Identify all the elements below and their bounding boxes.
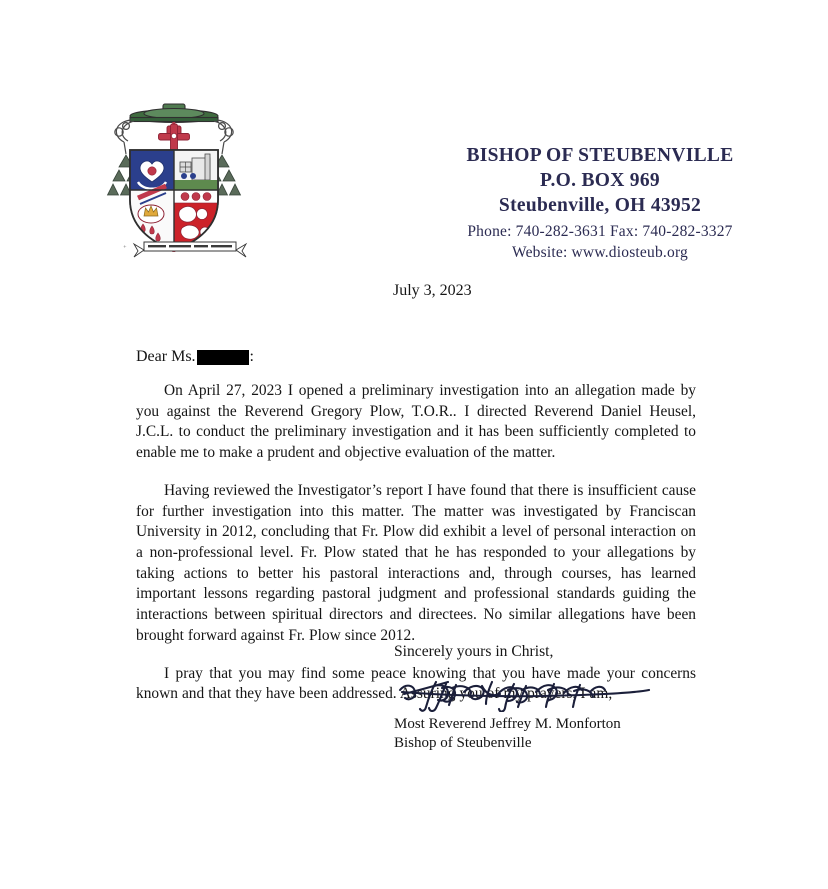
- salutation-suffix: :: [249, 348, 254, 365]
- signature-block: [394, 672, 694, 753]
- handwritten-signature-icon: [394, 672, 662, 712]
- letterhead-po-box: P.O. BOX 969: [540, 169, 660, 191]
- letterhead-city-state-zip: Steubenville, OH 43952: [498, 194, 702, 216]
- svg-text:⁺: ⁺: [123, 244, 127, 252]
- letter-date: July 3, 2023: [393, 282, 472, 299]
- signer-name: Most Reverend Jeffrey M. Monforton: [394, 716, 621, 732]
- letterhead: [0, 0, 828, 270]
- signer-title: Bishop of Steubenville: [394, 735, 532, 752]
- redacted-name-bar: [197, 350, 249, 365]
- letterhead-address-block: [400, 144, 800, 264]
- salutation: [136, 348, 254, 366]
- salutation-prefix: Dear Ms.: [136, 348, 196, 365]
- letterhead-phone-fax: Phone: 740-282-3631 Fax: 740-282-3327: [467, 222, 733, 240]
- closing-line: Sincerely yours in Christ,: [394, 643, 554, 660]
- paragraph-1: On April 27, 2023 I opened a preliminary investigation into an allegation made by you against the Reverend Gregory Plow, T.O.R.. I directed Reverend Daniel Heusel, J.C.L. to conduct the preliminary investigation and it has been sufficiently completed to enable me to make a prudent and objective evaluation of the matter.: [136, 382, 696, 462]
- letterhead-website: Website: www.diosteub.org: [512, 243, 688, 261]
- coat-of-arms-icon: [106, 92, 274, 264]
- letter-body: [136, 381, 696, 722]
- letterhead-title: BISHOP OF STEUBENVILLE: [466, 145, 734, 166]
- paragraph-2: Having reviewed the Investigator’s report I have found that there is insufficient cause for further investigation into this matter. The matter was investigated by Franciscan University in 2012, concluding that Fr. Plow did exhibit a level of personal interaction on a non-professional level. Fr. Plow stated that he has responded to your allegations by taking actions to better his pastoral interactions and, through courses, has learned important lessons regarding pastoral judgment and professional standards guiding the interactions between spiritual directors and directees. No similar allegations have been brought forward against Fr. Plow since 2012.: [136, 481, 696, 644]
- paragraph-3: I pray that you may find some peace knowing that you have made your concerns known and that they have been addressed. Assuring you of my prayers, I am,: [136, 664, 696, 703]
